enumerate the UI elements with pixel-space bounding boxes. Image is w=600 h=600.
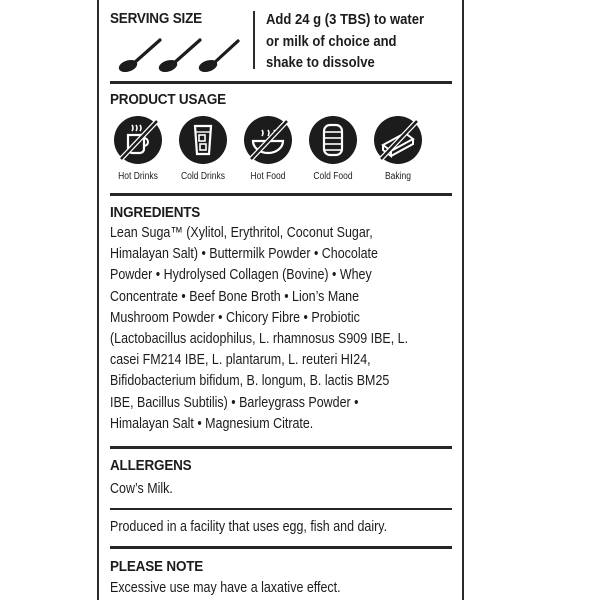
cold-food-icon xyxy=(308,115,358,165)
please-note-text xyxy=(110,578,341,599)
note-value: Excessive use may have a laxative effect. xyxy=(110,580,341,596)
allergens-heading: ALLERGENS xyxy=(110,458,192,474)
ingredients-line: casei FM214 IBE, L. plantarum, L. reuteri HI24, xyxy=(110,352,371,369)
hot-drink-crossed-icon xyxy=(113,115,163,165)
section-divider xyxy=(110,546,452,549)
ingredients-line: Concentrate • Beef Bone Broth • Lion’s Mane xyxy=(110,288,360,305)
please-note-heading: PLEASE NOTE xyxy=(110,559,204,575)
nutrition-label-panel xyxy=(97,0,464,600)
ingredients-line: Mushroom Powder • Chicory Fibre • Probiotic xyxy=(110,309,360,326)
usage-item-cold-food xyxy=(300,115,366,182)
ingredients-text xyxy=(110,223,408,435)
serving-instruction-line: shake to dissolve xyxy=(266,55,375,71)
usage-item-label: Cold Drinks xyxy=(181,171,225,182)
ingredients-line: (Lactobacillus acidophilus, L. rhamnosus S909 IBE, L. xyxy=(110,330,409,347)
usage-item-label: Hot Drinks xyxy=(118,171,158,182)
serving-instruction-line: or milk of choice and xyxy=(266,33,397,50)
usage-item-label: Hot Food xyxy=(250,171,286,182)
baking-crossed-icon xyxy=(373,115,423,165)
hot-food-crossed-icon xyxy=(243,115,293,165)
allergens-text xyxy=(110,479,173,500)
serving-instructions xyxy=(266,10,424,75)
usage-item-baking xyxy=(365,115,431,182)
section-divider xyxy=(110,193,452,196)
serving-divider xyxy=(253,11,255,69)
three-spoons-icon xyxy=(116,34,240,76)
usage-item-hot-food xyxy=(235,115,301,182)
allergens-value: Cow’s Milk. xyxy=(110,481,173,497)
section-divider xyxy=(110,446,452,449)
ingredients-line: Himalayan Salt • Magnesium Citrate. xyxy=(110,415,314,432)
usage-item-label: Baking xyxy=(384,171,411,182)
ingredients-line: Lean Suga™ (Xylitol, Erythritol, Coconut Sugar, xyxy=(110,225,373,241)
serving-size-heading: SERVING SIZE xyxy=(110,11,202,27)
usage-item-label: Cold Food xyxy=(313,171,353,182)
cold-drink-icon xyxy=(178,115,228,165)
ingredients-heading: INGREDIENTS xyxy=(110,205,201,221)
serving-instruction-line: Add 24 g (3 TBS) to water xyxy=(266,12,425,28)
usage-icons-row xyxy=(110,115,456,190)
product-usage-heading: PRODUCT USAGE xyxy=(110,92,226,108)
ingredients-line: Powder • Hydrolysed Collagen (Bovine) • Whey xyxy=(110,267,372,284)
usage-item-cold-drinks xyxy=(170,115,236,182)
ingredients-line: IBE, Bacillus Subtilis) • Barleygrass Powder • xyxy=(110,394,359,411)
facility-text: Produced in a facility that uses egg, fish and dairy. xyxy=(110,519,388,535)
ingredients-line: Bifidobacterium bifidum, B. longum, B. lactis BM25 xyxy=(110,373,390,390)
usage-item-hot-drinks xyxy=(105,115,171,182)
ingredients-line: Himalayan Salt) • Buttermilk Powder • Chocolate xyxy=(110,246,378,263)
section-divider xyxy=(110,508,452,510)
facility-statement xyxy=(110,517,387,538)
section-divider xyxy=(110,81,452,84)
